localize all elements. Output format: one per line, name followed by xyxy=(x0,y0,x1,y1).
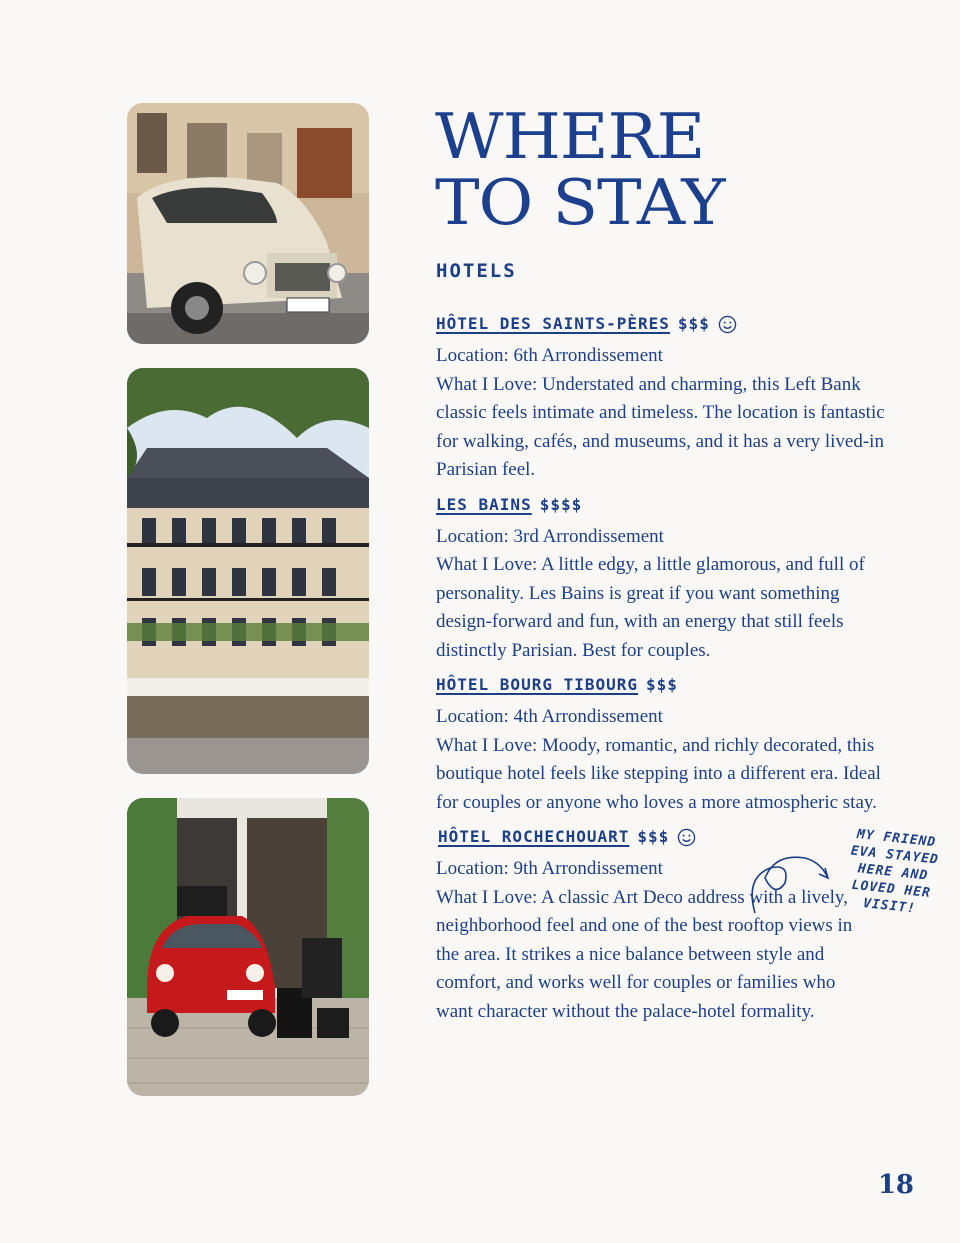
photo-haussmann-building xyxy=(127,368,369,774)
hotel-price: $$$ xyxy=(646,675,678,694)
curly-arrow-icon xyxy=(745,848,835,918)
hotel-name-link[interactable]: HÔTEL DES SAINTS-PÈRES xyxy=(436,314,670,333)
hotel-price: $$$ xyxy=(677,314,710,333)
hotel-item xyxy=(436,493,886,666)
hotel-name-link[interactable]: HÔTEL BOURG TIBOURG xyxy=(436,675,639,694)
section-label: HOTELS xyxy=(436,260,517,282)
hotel-description: What I Love: Moody, romantic, and richly decorated, this boutique hotel feels like stepping into a different era. Ideal for couples or anyone who loves a more atmospheric stay. xyxy=(436,734,881,813)
hotel-name-link[interactable]: HÔTEL ROCHECHOUART xyxy=(438,827,630,846)
hotel-price: $$$$ xyxy=(539,494,583,514)
hotel-item xyxy=(436,312,886,485)
hotel-description: What I Love: A little edgy, a little glamorous, and full of personality. Les Bains is great if you want something design-forward and fun, with an energy that still feels distinctly Parisian. Best for couples. xyxy=(436,554,865,661)
hotel-list xyxy=(436,312,886,1034)
hotel-price: $$$ xyxy=(637,827,670,846)
hotel-item xyxy=(436,673,886,817)
page-title-line-2: TO STAY xyxy=(435,166,725,239)
hotel-location: Location: 3rd Arrondissement xyxy=(436,525,664,547)
page-title xyxy=(435,100,725,239)
hotel-description: What I Love: A classic Art Deco address with a lively, neighborhood feel and one of the best rooftop views in the area. It strikes a nice balance between style and comfort, and works well for couples or families who want character without the palace-hotel formality. xyxy=(436,886,853,1022)
page-title-line-1: WHERE xyxy=(435,100,705,173)
smiley-face-icon xyxy=(677,828,696,847)
hotel-description: What I Love: Understated and charming, this Left Bank classic feels intimate and timeless. The location is fantastic for walking, cafés, and museums, and it has a very lived-in Parisian feel. xyxy=(436,373,885,480)
page-number: 18 xyxy=(877,1170,914,1200)
side-note: MY FRIEND EVA STAYED HERE AND LOVED HER VISIT! xyxy=(850,827,940,917)
hotel-location: Location: 6th Arrondissement xyxy=(436,345,663,366)
hotel-heading xyxy=(438,825,886,849)
hotel-heading xyxy=(436,493,886,517)
hotel-location: Location: 9th Arrondissement xyxy=(436,858,663,879)
photo-red-fiat-car xyxy=(127,798,369,1096)
hotel-heading xyxy=(436,312,886,336)
hotel-heading xyxy=(436,673,886,697)
photo-vintage-mini-car xyxy=(127,103,369,344)
hotel-name-link[interactable]: LES BAINS xyxy=(436,494,532,514)
hotel-location: Location: 4th Arrondissement xyxy=(436,706,663,727)
smiley-face-icon xyxy=(718,315,737,334)
